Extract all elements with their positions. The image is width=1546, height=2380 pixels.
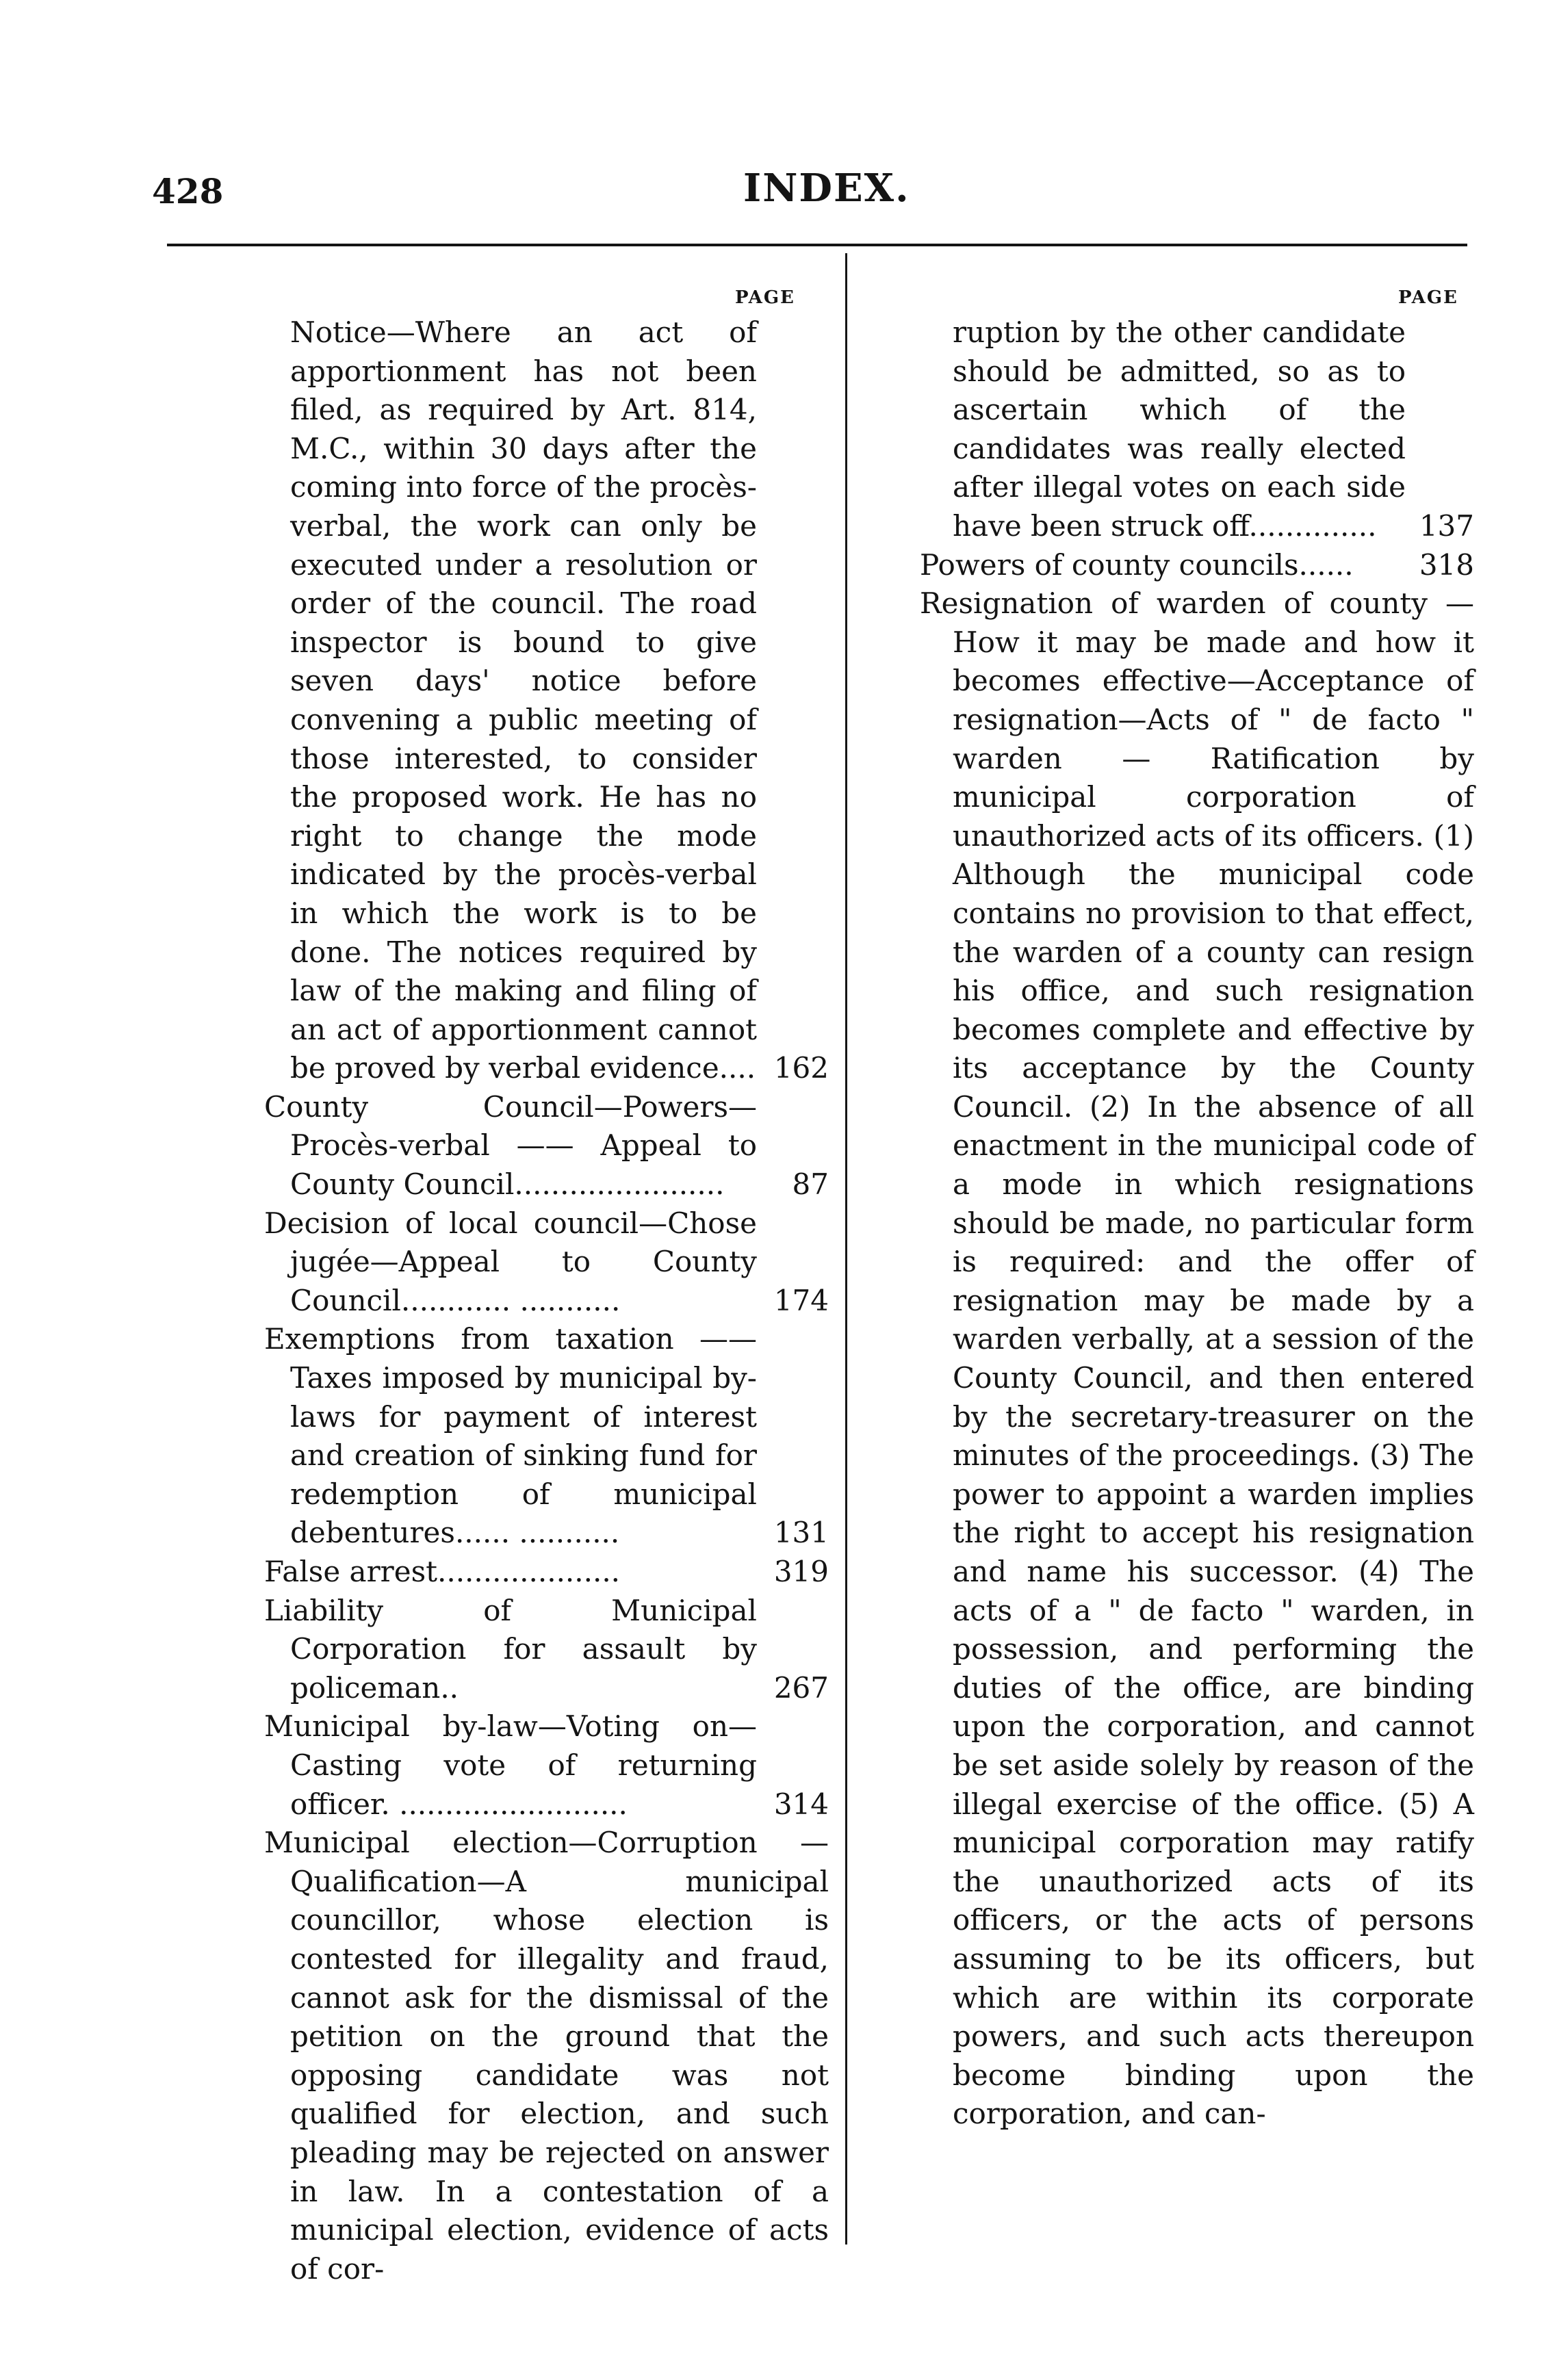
entry-text: ruption by the other candidate should be admitted, so as to ascertain which of the candidates was really elected after illegal votes on each side have been struck off.............. [953, 315, 1406, 543]
entry-text: False arrest.................... [264, 1555, 621, 1588]
entry-text: Powers of county councils...... [920, 547, 1354, 582]
header-rule [167, 244, 1467, 246]
index-entry [264, 1204, 829, 1321]
entry-text: Municipal by-law—Voting on—Casting vote of returning officer. ......................... [264, 1709, 757, 1821]
index-entry [920, 546, 1474, 585]
entry-page: 137 [1419, 508, 1474, 543]
entry-page: 267 [773, 1670, 829, 1705]
entry-page: 318 [1419, 547, 1474, 582]
entry-text: Exemptions from taxation —— Taxes imposed by municipal by-laws for payment of interest and creation of sinking fund for redemption of municipal debentures...... ........... [264, 1322, 757, 1550]
entry-text: County Council—Powers—Procès-verbal —— Appeal to County Council....................... [264, 1089, 757, 1202]
entry-text: Notice—Where an act of apportionment has not been filed, as required by Art. 814, M.C., within 30 days after the coming into force of the procès-verbal, the work can only be executed under a resolution or order of the council. The road inspector is bound to give seven days' notice before convening a public meeting of those interested, to consider the proposed work. He has no right to change the mode indicated by the procès-verbal in which the work is to be done. The notices required by law of the making and filing of an act of apportionment cannot be proved by verbal evidence.... [290, 315, 757, 1085]
right-column [920, 313, 1474, 2134]
index-entry [264, 1707, 829, 1824]
column-divider [845, 253, 847, 2245]
entry-text: Municipal election—Corruption —Qualification—A municipal councillor, whose election is contested for illegality and fraud, cannot ask for the dismissal of the petition on the ground that the opposing candidate was not qualified for election, and such pleading may be rejected on answer in law. In a contestation of a municipal election, evidence of acts of cor- [264, 1826, 829, 2286]
left-page-label: PAGE [735, 287, 795, 308]
index-entry [264, 1824, 829, 2288]
right-page-label: PAGE [1398, 287, 1458, 308]
index-entry [264, 1320, 829, 1553]
entry-text: Decision of local council—Chose jugée—Appeal to County Council............ ........... [264, 1206, 757, 1317]
index-entry [264, 1088, 829, 1204]
entry-page: 319 [773, 1555, 829, 1588]
entry-text: Liability of Municipal Corporation for assault by policeman.. [264, 1593, 757, 1705]
entry-page: 314 [773, 1787, 829, 1821]
index-entry [264, 1553, 829, 1592]
index-entry [264, 313, 829, 1088]
running-head: INDEX. [743, 166, 910, 211]
index-entry [920, 313, 1474, 546]
index-entry [920, 584, 1474, 2134]
entry-text: Resignation of warden of county —How it may be made and how it becomes effective—Acceptance of resignation—Acts of " de facto " warden — Ratification by municipal corporation of unauthorized acts of its officers. (1) Although the municipal code contains no provision to that effect, the warden of a county can resign his office, and such resignation becomes complete and effective by its acceptance by the County Council. (2) In the absence of all enactment in the municipal code of a mode in which resignations should be made, no particular form is required: and the offer of resignation may be made by a warden verbally, at a session of the County Council, and then entered by the secretary-treasurer on the minutes of the proceedings. (3) The power to appoint a warden implies the right to accept his resignation and name his successor. (4) The acts of a " de facto " warden, in possession, and performing the duties of the office, are binding upon the corporation, and cannot be set aside solely by reason of the illegal exercise of the office. (5) A municipal corporation may ratify the unauthorized acts of its officers, or the acts of persons assuming to be its officers, but which are within its corporate powers, and such acts thereupon become binding upon the corporation, and can- [920, 586, 1474, 2131]
entry-page: 174 [773, 1283, 829, 1317]
entry-page: 87 [792, 1167, 829, 1202]
index-entry [264, 1592, 829, 1708]
entry-page: 131 [773, 1516, 829, 1550]
entry-page: 162 [773, 1051, 829, 1085]
page-number: 428 [152, 171, 224, 211]
left-column [264, 313, 829, 2288]
